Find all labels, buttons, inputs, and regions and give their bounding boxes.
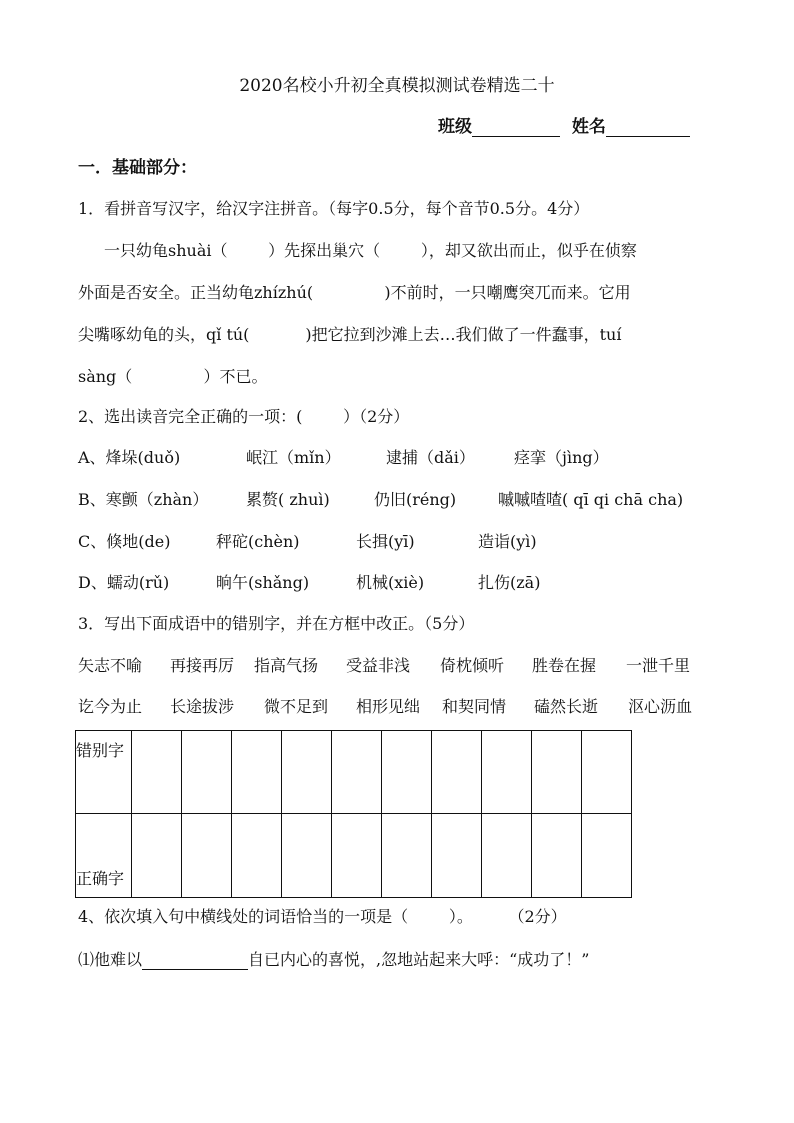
option-item: 晌午(shǎng) [216, 573, 310, 592]
option-item: B、寒颤（zhàn） [78, 490, 209, 509]
class-label: 班级 [438, 117, 472, 137]
option-item: 嘁嘁喳喳( qī qi chā cha) [498, 490, 684, 509]
idiom: 相形见绌 [356, 697, 421, 716]
answer-box[interactable] [532, 814, 582, 898]
answer-box[interactable] [332, 814, 382, 898]
idiom: 一泄千里 [626, 656, 691, 675]
answer-box[interactable] [382, 731, 432, 814]
answer-box[interactable] [582, 731, 632, 814]
q2-option-c [0, 532, 794, 552]
option-item: 仍旧(réng) [374, 490, 457, 509]
option-item: 扎伤(zā) [478, 573, 541, 592]
idiom: 胜卷在握 [532, 656, 597, 675]
q2-stem: 2、选出读音完全正确的一项：( ）（2分） [78, 407, 410, 426]
idiom: 微不足到 [264, 697, 329, 716]
q1-line4: sàng（ ）不已。 [78, 367, 268, 386]
name-label: 姓名 [571, 117, 606, 137]
answer-box[interactable] [232, 731, 282, 814]
option-item: 机械(xiè) [356, 573, 425, 592]
answer-box[interactable] [232, 814, 282, 898]
table-row [76, 731, 632, 814]
option-item: 造诣(yì) [478, 532, 537, 551]
idiom: 长途拔涉 [170, 697, 235, 716]
answer-box[interactable] [282, 814, 332, 898]
option-item: 逮捕（dǎi） [386, 448, 475, 467]
q4-sentence1 [78, 950, 589, 970]
idiom: 倚枕倾听 [440, 656, 505, 675]
q2-option-b [0, 490, 794, 510]
correction-table [75, 730, 632, 898]
table-row [76, 814, 632, 898]
answer-box[interactable] [282, 731, 332, 814]
q1-stem: 1．看拼音写汉字，给汉字注拼音。（每字0.5分，每个音节0.5分。4分） [78, 199, 590, 218]
q1-line2: 外面是否安全。正当幼龟zhízhú( )不前时，一只嘲鹰突兀而来。它用 [78, 283, 631, 302]
idiom: 磕然长逝 [534, 697, 599, 716]
answer-box[interactable] [482, 731, 532, 814]
option-item: A、烽垛(duǒ) [78, 448, 181, 467]
answer-box[interactable] [382, 814, 432, 898]
name-blank [606, 118, 690, 137]
q3-stem: 3．写出下面成语中的错别字，并在方框中改正。（5分） [78, 614, 475, 633]
row-label-wrong: 错别字 [76, 731, 132, 814]
spacer [560, 117, 572, 137]
answer-box[interactable] [132, 731, 182, 814]
row-label-correct: 正确字 [76, 814, 132, 898]
answer-box[interactable] [482, 814, 532, 898]
q2-option-d [0, 573, 794, 593]
idiom: 讫今为止 [78, 697, 143, 716]
option-item: 累赘( zhuì) [246, 490, 330, 509]
answer-box[interactable] [182, 731, 232, 814]
option-item: 岷江（mǐn） [246, 448, 341, 467]
answer-box[interactable] [432, 731, 482, 814]
option-item: D、蠕动(rǔ) [78, 573, 170, 592]
answer-box[interactable] [432, 814, 482, 898]
q4-s1-prefix: ⑴他难以 [78, 950, 143, 969]
answer-box[interactable] [182, 814, 232, 898]
idiom: 指高气扬 [254, 656, 319, 675]
q1-line1: 一只幼龟shuài（ ）先探出巢穴（ ），却又欲出而止，似乎在侦察 [104, 241, 637, 260]
class-blank [472, 118, 560, 137]
idiom: 和契同情 [442, 697, 507, 716]
option-item: 痉挛（jìng） [514, 448, 609, 467]
q1-line3: 尖嘴啄幼龟的头，qǐ tú( )把它拉到沙滩上去…我们做了一件蠢事，tuí [78, 325, 622, 344]
option-item: 秤砣(chèn) [216, 532, 300, 551]
q4-s1-suffix: 自已内心的喜悦，,忽地站起来大呼：“成功了！” [248, 950, 590, 969]
section-heading: 一．基础部分： [78, 158, 197, 178]
option-item: 长揖(yī) [356, 532, 415, 551]
page-title: 2020名校小升初全真模拟测试卷精选二十 [239, 76, 555, 96]
q3-idioms-row2 [0, 697, 794, 717]
answer-box[interactable] [132, 814, 182, 898]
fill-blank[interactable] [142, 951, 248, 970]
idiom: 矢志不喻 [78, 656, 143, 675]
class-name-line [438, 117, 690, 137]
q4-stem: 4、依次填入句中横线处的词语恰当的一项是（ ）。 （2分） [78, 907, 567, 926]
answer-box[interactable] [332, 731, 382, 814]
answer-box[interactable] [582, 814, 632, 898]
idiom: 再接再厉 [170, 656, 235, 675]
idiom: 受益非浅 [346, 656, 411, 675]
idiom: 沤心沥血 [628, 697, 693, 716]
q2-option-a [0, 448, 794, 468]
q3-idioms-row1 [0, 656, 794, 676]
answer-box[interactable] [532, 731, 582, 814]
option-item: C、倏地(de) [78, 532, 171, 551]
